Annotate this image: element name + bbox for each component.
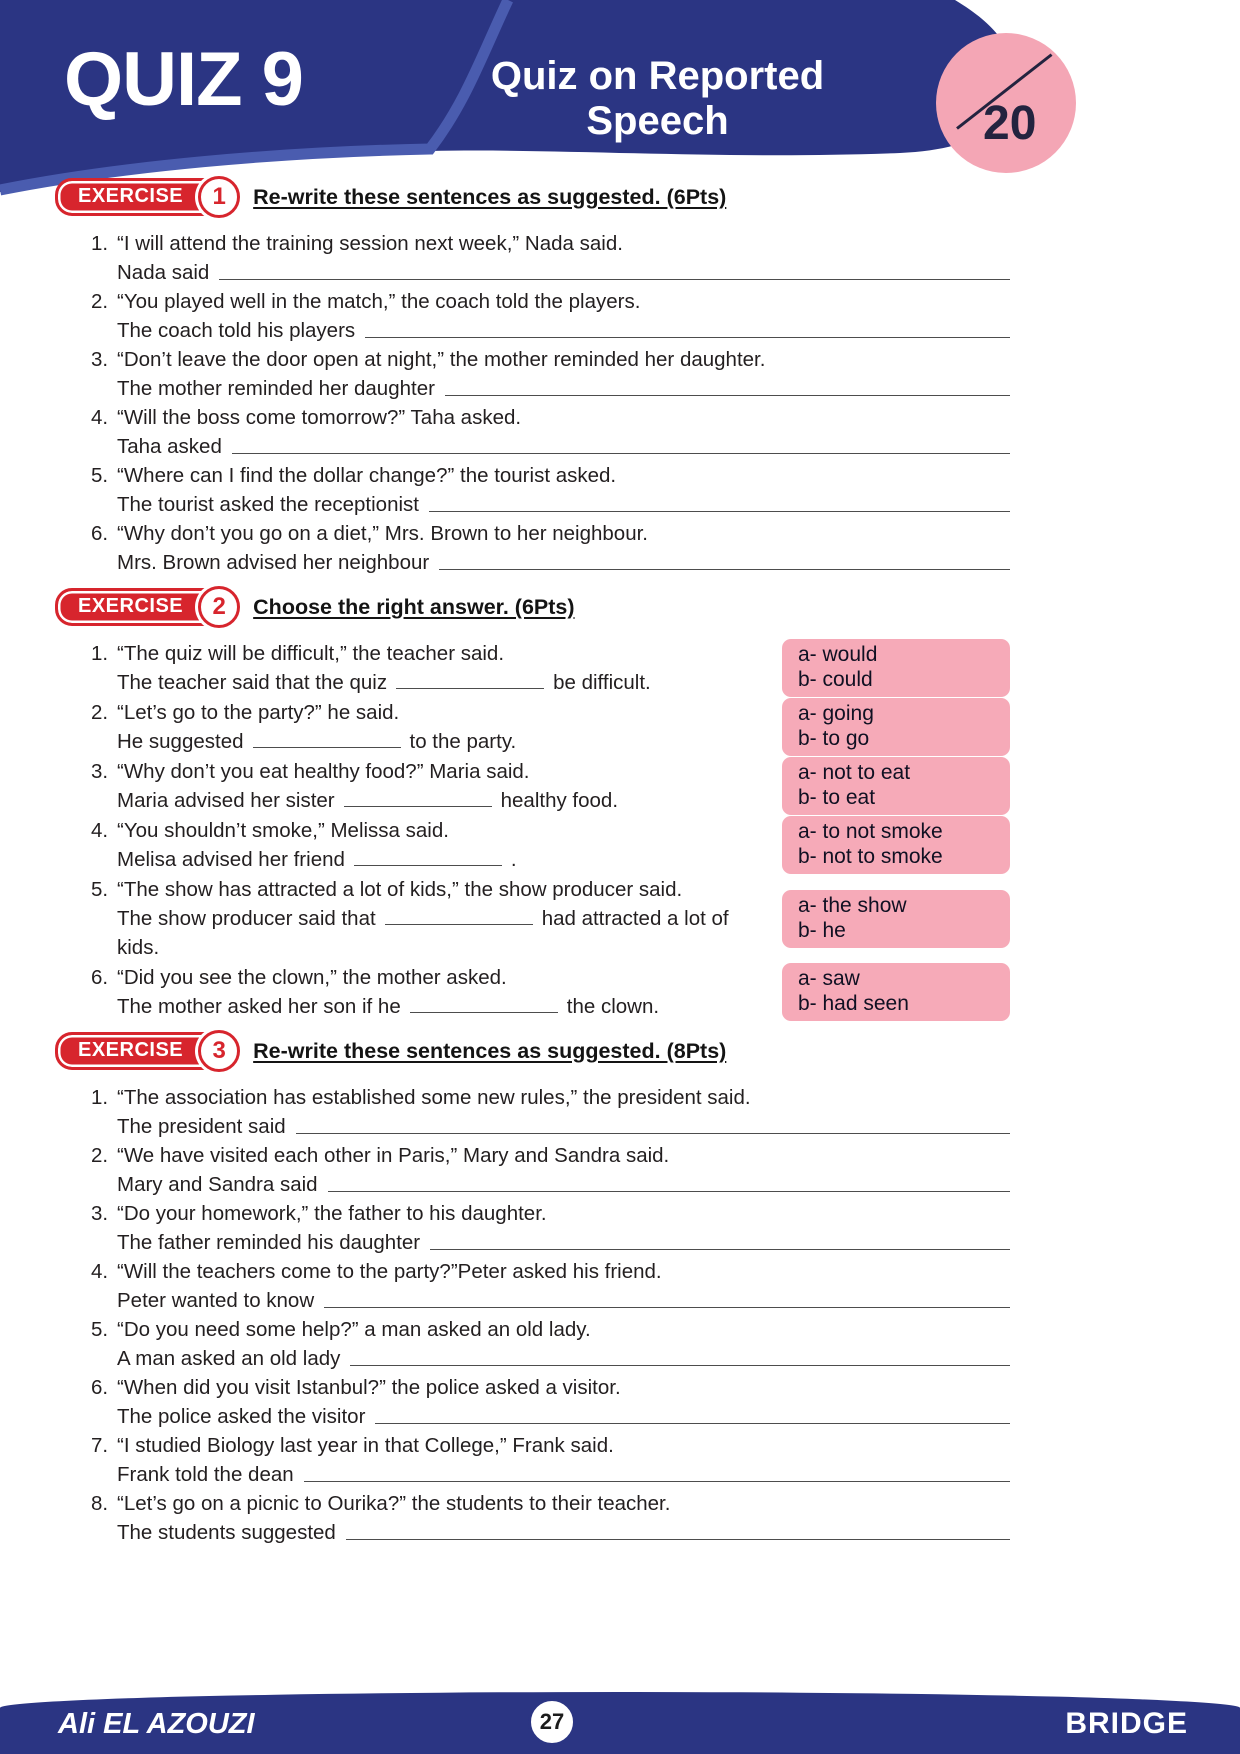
answer-post-text: to the party. bbox=[409, 730, 517, 753]
quote-line bbox=[91, 816, 770, 845]
answer-blank-line[interactable] bbox=[328, 1191, 1010, 1192]
item-number: 6. bbox=[91, 1376, 109, 1399]
option-a[interactable]: a- would bbox=[798, 643, 878, 666]
answer-line bbox=[117, 1518, 1010, 1547]
answer-blank-line[interactable] bbox=[304, 1481, 1010, 1482]
option-b[interactable]: b- to go bbox=[798, 727, 870, 750]
item-quote: “Do your homework,” the father to his daughter. bbox=[117, 1202, 547, 1225]
options-box[interactable] bbox=[782, 698, 1010, 756]
quote-line bbox=[91, 403, 1010, 432]
answer-blank-line[interactable] bbox=[346, 1539, 1010, 1540]
exercise-items bbox=[55, 1083, 1010, 1547]
answer-blank-line[interactable] bbox=[324, 1307, 1010, 1308]
answer-blank-line[interactable] bbox=[445, 395, 1010, 396]
item-number: 7. bbox=[91, 1434, 109, 1457]
choice-item bbox=[91, 875, 1010, 962]
answer-line bbox=[117, 1286, 1010, 1315]
answer-starter-text: Mrs. Brown advised her neighbour bbox=[117, 551, 430, 574]
answer-starter-text: The president said bbox=[117, 1115, 286, 1138]
item-number: 1. bbox=[91, 232, 109, 255]
answer-pre-text: Melisa advised her friend bbox=[117, 848, 345, 871]
quote-line bbox=[91, 1199, 1010, 1228]
rewrite-item bbox=[91, 1431, 1010, 1489]
item-quote: “Why don’t you go on a diet,” Mrs. Brown to her neighbour. bbox=[117, 522, 648, 545]
item-number: 2. bbox=[91, 701, 109, 724]
answer-post-text: healthy food. bbox=[500, 789, 619, 812]
item-quote: “I will attend the training session next week,” Nada said. bbox=[117, 232, 623, 255]
exercise-header bbox=[55, 586, 1010, 628]
choice-item-text bbox=[91, 816, 770, 874]
answer-blank-line[interactable] bbox=[354, 862, 502, 866]
rewrite-item bbox=[91, 1257, 1010, 1315]
answer-line bbox=[117, 316, 1010, 345]
quote-line bbox=[91, 698, 770, 727]
answer-post-text: . bbox=[510, 848, 517, 871]
rewrite-item bbox=[91, 1199, 1010, 1257]
exercise-number-badge: 2 bbox=[198, 586, 240, 628]
choice-item bbox=[91, 639, 1010, 697]
page-footer bbox=[0, 1692, 1240, 1754]
options-box[interactable] bbox=[782, 890, 1010, 948]
option-a[interactable]: a- to not smoke bbox=[798, 820, 943, 843]
footer-author: Ali EL AZOUZI bbox=[58, 1708, 255, 1740]
answer-line bbox=[117, 1170, 1010, 1199]
answer-blank-line[interactable] bbox=[385, 921, 533, 925]
answer-post-text: the clown. bbox=[566, 995, 660, 1018]
exercise-instruction: Re-write these sentences as suggested. (6Pts) bbox=[253, 184, 727, 209]
answer-starter-text: Peter wanted to know bbox=[117, 1289, 315, 1312]
answer-line bbox=[117, 992, 770, 1021]
choice-item-text bbox=[91, 963, 770, 1021]
quote-line bbox=[91, 461, 1010, 490]
item-number: 3. bbox=[91, 1202, 109, 1225]
answer-line bbox=[117, 1402, 1010, 1431]
exercise-section bbox=[55, 586, 1010, 1021]
answer-blank-line[interactable] bbox=[396, 685, 544, 689]
answer-pre-text: The mother asked her son if he bbox=[117, 995, 401, 1018]
answer-pre-text: The teacher said that the quiz bbox=[117, 671, 388, 694]
item-number: 5. bbox=[91, 464, 109, 487]
item-quote: “Will the boss come tomorrow?” Taha asked. bbox=[117, 406, 522, 429]
quote-line bbox=[91, 639, 770, 668]
answer-starter-text: The father reminded his daughter bbox=[117, 1231, 421, 1254]
quote-line bbox=[91, 1141, 1010, 1170]
choice-item bbox=[91, 816, 1010, 874]
options-box[interactable] bbox=[782, 816, 1010, 874]
answer-blank-line[interactable] bbox=[253, 744, 401, 748]
answer-blank-line[interactable] bbox=[430, 1249, 1010, 1250]
item-number: 4. bbox=[91, 1260, 109, 1283]
item-number: 1. bbox=[91, 1086, 109, 1109]
options-box[interactable] bbox=[782, 963, 1010, 1021]
item-quote: “Will the teachers come to the party?”Peter asked his friend. bbox=[117, 1260, 662, 1283]
answer-starter-text: The tourist asked the receptionist bbox=[117, 493, 419, 516]
item-number: 8. bbox=[91, 1492, 109, 1515]
answer-line bbox=[117, 904, 770, 962]
item-number: 1. bbox=[91, 642, 109, 665]
rewrite-item bbox=[91, 345, 1010, 403]
item-number: 3. bbox=[91, 348, 109, 371]
quote-line bbox=[91, 345, 1010, 374]
answer-blank-line[interactable] bbox=[344, 803, 492, 807]
rewrite-item bbox=[91, 1141, 1010, 1199]
exercise-section bbox=[55, 1030, 1010, 1547]
quote-line bbox=[91, 287, 1010, 316]
choice-item bbox=[91, 963, 1010, 1021]
rewrite-item bbox=[91, 1489, 1010, 1547]
exercises-container bbox=[0, 176, 1240, 1556]
answer-line bbox=[117, 374, 1010, 403]
quote-line bbox=[91, 757, 770, 786]
quote-line bbox=[91, 229, 1010, 258]
option-b[interactable]: b- to eat bbox=[798, 786, 876, 809]
answer-blank-line[interactable] bbox=[375, 1423, 1010, 1424]
exercise-section bbox=[55, 176, 1010, 577]
item-quote: “Let’s go on a picnic to Ourika?” the students to their teacher. bbox=[117, 1492, 671, 1515]
option-a[interactable]: a- not to eat bbox=[798, 761, 911, 784]
answer-line bbox=[117, 490, 1010, 519]
answer-pre-text: He suggested bbox=[117, 730, 244, 753]
item-number: 6. bbox=[91, 966, 109, 989]
exercise-number-badge: 1 bbox=[198, 176, 240, 218]
quote-line bbox=[91, 1373, 1010, 1402]
item-quote: “You played well in the match,” the coach told the players. bbox=[117, 290, 641, 313]
quote-line bbox=[91, 1083, 1010, 1112]
quote-line bbox=[91, 1257, 1010, 1286]
answer-line bbox=[117, 432, 1010, 461]
item-quote: “We have visited each other in Paris,” Mary and Sandra said. bbox=[117, 1144, 670, 1167]
item-number: 5. bbox=[91, 878, 109, 901]
exercise-header bbox=[55, 176, 1010, 218]
item-quote: “The show has attracted a lot of kids,” the show producer said. bbox=[117, 878, 683, 901]
option-b[interactable]: b- could bbox=[798, 668, 873, 691]
choice-item-text bbox=[91, 757, 770, 815]
option-a[interactable]: a- the show bbox=[798, 893, 907, 917]
rewrite-item bbox=[91, 1315, 1010, 1373]
option-b[interactable]: b- he bbox=[798, 918, 846, 942]
answer-blank-line[interactable] bbox=[219, 279, 1010, 280]
exercise-badge bbox=[55, 586, 240, 628]
rewrite-item bbox=[91, 287, 1010, 345]
page-number: 27 bbox=[539, 1709, 565, 1734]
item-quote: “Why don’t you eat healthy food?” Maria said. bbox=[117, 760, 530, 783]
answer-blank-line[interactable] bbox=[365, 337, 1010, 338]
choice-item bbox=[91, 757, 1010, 815]
item-quote: “You shouldn’t smoke,” Melissa said. bbox=[117, 819, 449, 842]
item-quote: “The association has established some new rules,” the president said. bbox=[117, 1086, 751, 1109]
exercise-items bbox=[55, 229, 1010, 577]
exercise-badge bbox=[55, 1030, 240, 1072]
exercise-badge-label: EXERCISE bbox=[55, 588, 230, 626]
answer-starter-text: The mother reminded her daughter bbox=[117, 377, 435, 400]
options-box[interactable] bbox=[782, 757, 1010, 815]
answer-starter-text: The students suggested bbox=[117, 1521, 336, 1544]
answer-blank-line[interactable] bbox=[410, 1009, 558, 1013]
option-a[interactable]: a- going bbox=[798, 702, 874, 725]
answer-line bbox=[117, 1228, 1010, 1257]
answer-line bbox=[117, 727, 770, 756]
answer-line bbox=[117, 1344, 1010, 1373]
exercise-badge-label: EXERCISE bbox=[55, 1032, 230, 1070]
item-quote: “I studied Biology last year in that College,” Frank said. bbox=[117, 1434, 614, 1457]
answer-blank-line[interactable] bbox=[350, 1365, 1010, 1366]
quote-line bbox=[91, 1315, 1010, 1344]
choice-item-text bbox=[91, 639, 770, 697]
answer-line bbox=[117, 845, 770, 874]
footer-brand: BRIDGE bbox=[1065, 1707, 1188, 1740]
answer-pre-text: The show producer said that bbox=[117, 907, 376, 930]
answer-line bbox=[117, 786, 770, 815]
answer-blank-line[interactable] bbox=[439, 569, 1010, 570]
rewrite-item bbox=[91, 403, 1010, 461]
item-number: 5. bbox=[91, 1318, 109, 1341]
exercise-instruction: Re-write these sentences as suggested. (8Pts) bbox=[253, 1038, 727, 1063]
item-number: 6. bbox=[91, 522, 109, 545]
answer-starter-text: A man asked an old lady bbox=[117, 1347, 341, 1370]
answer-starter-text: The police asked the visitor bbox=[117, 1405, 366, 1428]
quote-line bbox=[91, 1489, 1010, 1518]
choice-item bbox=[91, 698, 1010, 756]
answer-blank-line[interactable] bbox=[296, 1133, 1010, 1134]
item-quote: “Did you see the clown,” the mother asked. bbox=[117, 966, 507, 989]
item-number: 4. bbox=[91, 406, 109, 429]
quote-line bbox=[91, 519, 1010, 548]
answer-blank-line[interactable] bbox=[429, 511, 1010, 512]
answer-post-text: had attracted a lot of kids. bbox=[117, 907, 729, 959]
score-total: 20 bbox=[983, 97, 1037, 150]
answer-pre-text: Maria advised her sister bbox=[117, 789, 335, 812]
item-quote: “The quiz will be difficult,” the teacher said. bbox=[117, 642, 505, 665]
option-b[interactable]: b- had seen bbox=[798, 992, 909, 1015]
rewrite-item bbox=[91, 229, 1010, 287]
item-quote: “Don’t leave the door open at night,” the mother reminded her daughter. bbox=[117, 348, 766, 371]
answer-line bbox=[117, 668, 770, 697]
quote-line bbox=[91, 875, 770, 904]
item-number: 3. bbox=[91, 760, 109, 783]
answer-starter-text: Mary and Sandra said bbox=[117, 1173, 318, 1196]
item-number: 2. bbox=[91, 290, 109, 313]
exercise-items bbox=[55, 639, 1010, 1021]
answer-blank-line[interactable] bbox=[232, 453, 1010, 454]
page-title: Quiz on Reported Speech bbox=[490, 54, 825, 143]
item-number: 2. bbox=[91, 1144, 109, 1167]
rewrite-item bbox=[91, 1373, 1010, 1431]
answer-starter-text: Frank told the dean bbox=[117, 1463, 294, 1486]
rewrite-item bbox=[91, 1083, 1010, 1141]
answer-starter-text: Nada said bbox=[117, 261, 210, 284]
exercise-badge bbox=[55, 176, 240, 218]
rewrite-item bbox=[91, 461, 1010, 519]
answer-line bbox=[117, 1460, 1010, 1489]
choice-item-text bbox=[91, 698, 770, 756]
options-box[interactable] bbox=[782, 639, 1010, 697]
item-quote: “Do you need some help?” a man asked an old lady. bbox=[117, 1318, 591, 1341]
item-quote: “Where can I find the dollar change?” the tourist asked. bbox=[117, 464, 617, 487]
item-quote: “Let’s go to the party?” he said. bbox=[117, 701, 400, 724]
choice-item-text bbox=[91, 875, 770, 962]
answer-starter-text: The coach told his players bbox=[117, 319, 356, 342]
answer-starter-text: Taha asked bbox=[117, 435, 222, 458]
quiz-number-label: QUIZ 9 bbox=[64, 37, 303, 122]
item-number: 4. bbox=[91, 819, 109, 842]
item-quote: “When did you visit Istanbul?” the police asked a visitor. bbox=[117, 1376, 621, 1399]
answer-line bbox=[117, 548, 1010, 577]
answer-post-text: be difficult. bbox=[553, 671, 651, 694]
exercise-badge-label: EXERCISE bbox=[55, 178, 230, 216]
exercise-number-badge: 3 bbox=[198, 1030, 240, 1072]
answer-line bbox=[117, 258, 1010, 287]
quote-line bbox=[91, 1431, 1010, 1460]
answer-line bbox=[117, 1112, 1010, 1141]
page-number-badge bbox=[528, 1698, 576, 1746]
exercise-instruction: Choose the right answer. (6Pts) bbox=[253, 594, 575, 619]
option-a[interactable]: a- saw bbox=[798, 967, 860, 990]
exercise-header bbox=[55, 1030, 1010, 1072]
rewrite-item bbox=[91, 519, 1010, 577]
option-b[interactable]: b- not to smoke bbox=[798, 845, 943, 868]
quote-line bbox=[91, 963, 770, 992]
